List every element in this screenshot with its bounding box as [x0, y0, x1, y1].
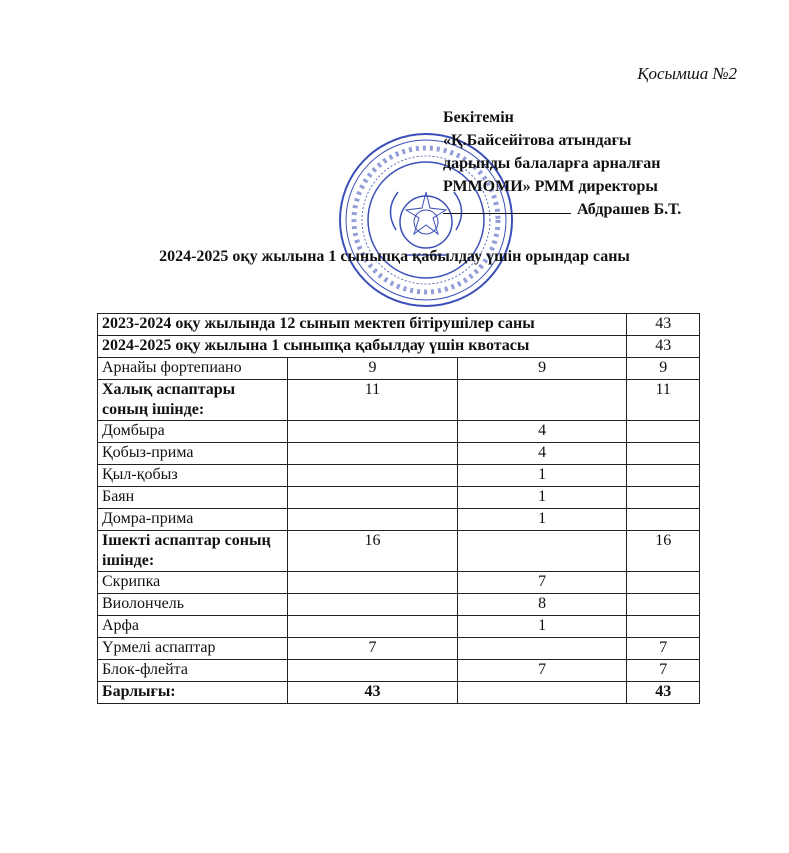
- value-cell: 9: [627, 358, 700, 380]
- value-cell: 7: [627, 660, 700, 682]
- table-row: [98, 421, 700, 443]
- value-cell: 7: [627, 638, 700, 660]
- value-cell: [288, 572, 458, 594]
- value-cell: 1: [457, 487, 627, 509]
- value-cell: 9: [288, 358, 458, 380]
- value-cell: 4: [457, 443, 627, 465]
- value-cell: [627, 421, 700, 443]
- instrument-name: Халық аспаптары соның ішінде:: [98, 380, 288, 421]
- value-cell: 16: [627, 531, 700, 572]
- summary-row: [98, 336, 700, 358]
- instrument-name: Домбыра: [98, 421, 288, 443]
- summary-row: [98, 314, 700, 336]
- value-cell: [288, 443, 458, 465]
- instrument-name: Скрипка: [98, 572, 288, 594]
- value-cell: 1: [457, 465, 627, 487]
- table-row: [98, 509, 700, 531]
- value-cell: [288, 509, 458, 531]
- instrument-name: Қобыз-прима: [98, 443, 288, 465]
- table-row: [98, 487, 700, 509]
- value-cell: 7: [457, 572, 627, 594]
- value-cell: 4: [457, 421, 627, 443]
- value-cell: [627, 616, 700, 638]
- value-cell: [457, 638, 627, 660]
- table-row: [98, 380, 700, 421]
- table-row: [98, 358, 700, 380]
- value-cell: [288, 594, 458, 616]
- table-row: [98, 594, 700, 616]
- approval-block: [443, 106, 681, 221]
- value-cell: 1: [457, 509, 627, 531]
- table-row: [98, 616, 700, 638]
- value-cell: [627, 572, 700, 594]
- table-row: [98, 572, 700, 594]
- signature-blank: [443, 199, 571, 214]
- total-row: [98, 682, 700, 704]
- document-title: 2024-2025 оқу жылына 1 сыныпқа қабылдау үшін орындар саны: [159, 248, 630, 265]
- approval-line: дарынды балаларға арналған: [443, 155, 661, 172]
- summary-value: 43: [627, 336, 700, 358]
- table-row: [98, 531, 700, 572]
- table-row: [98, 443, 700, 465]
- value-cell: [288, 616, 458, 638]
- approval-line: РММОМИ» РММ директоры: [443, 178, 658, 195]
- instrument-name: Баян: [98, 487, 288, 509]
- value-cell: 9: [457, 358, 627, 380]
- quota-table: [97, 313, 700, 704]
- summary-value: 43: [627, 314, 700, 336]
- table-row: [98, 660, 700, 682]
- approval-line: «Қ.Байсейітова атындағы: [443, 132, 632, 149]
- summary-label: 2023-2024 оқу жылында 12 сынып мектеп бітірушілер саны: [98, 314, 627, 336]
- annex-label: Қосымша №2: [637, 64, 737, 83]
- value-cell: [627, 443, 700, 465]
- total-value: [457, 682, 627, 704]
- total-value: 43: [627, 682, 700, 704]
- value-cell: [627, 487, 700, 509]
- value-cell: [288, 487, 458, 509]
- total-label: Барлығы:: [98, 682, 288, 704]
- instrument-name: Үрмелі аспаптар: [98, 638, 288, 660]
- value-cell: [457, 380, 627, 421]
- signer-name: Абдрашев Б.Т.: [577, 201, 682, 218]
- value-cell: 11: [288, 380, 458, 421]
- instrument-name: Қыл-қобыз: [98, 465, 288, 487]
- value-cell: [288, 421, 458, 443]
- instrument-name: Арфа: [98, 616, 288, 638]
- value-cell: 11: [627, 380, 700, 421]
- value-cell: [288, 660, 458, 682]
- instrument-name: Арнайы фортепиано: [98, 358, 288, 380]
- summary-label: 2024-2025 оқу жылына 1 сыныпқа қабылдау үшін квотасы: [98, 336, 627, 358]
- value-cell: 16: [288, 531, 458, 572]
- total-value: 43: [288, 682, 458, 704]
- value-cell: [457, 531, 627, 572]
- table-row: [98, 465, 700, 487]
- value-cell: [288, 465, 458, 487]
- value-cell: [627, 509, 700, 531]
- instrument-name: Виолончель: [98, 594, 288, 616]
- value-cell: 8: [457, 594, 627, 616]
- value-cell: [627, 465, 700, 487]
- quota-table-body: [98, 314, 700, 704]
- approval-line: Бекітемін: [443, 109, 514, 126]
- table-row: [98, 638, 700, 660]
- value-cell: 1: [457, 616, 627, 638]
- value-cell: 7: [457, 660, 627, 682]
- signature-line: [443, 198, 681, 221]
- instrument-name: Блок-флейта: [98, 660, 288, 682]
- value-cell: [627, 594, 700, 616]
- value-cell: 7: [288, 638, 458, 660]
- instrument-name: Ішекті аспаптар соның ішінде:: [98, 531, 288, 572]
- instrument-name: Домра-прима: [98, 509, 288, 531]
